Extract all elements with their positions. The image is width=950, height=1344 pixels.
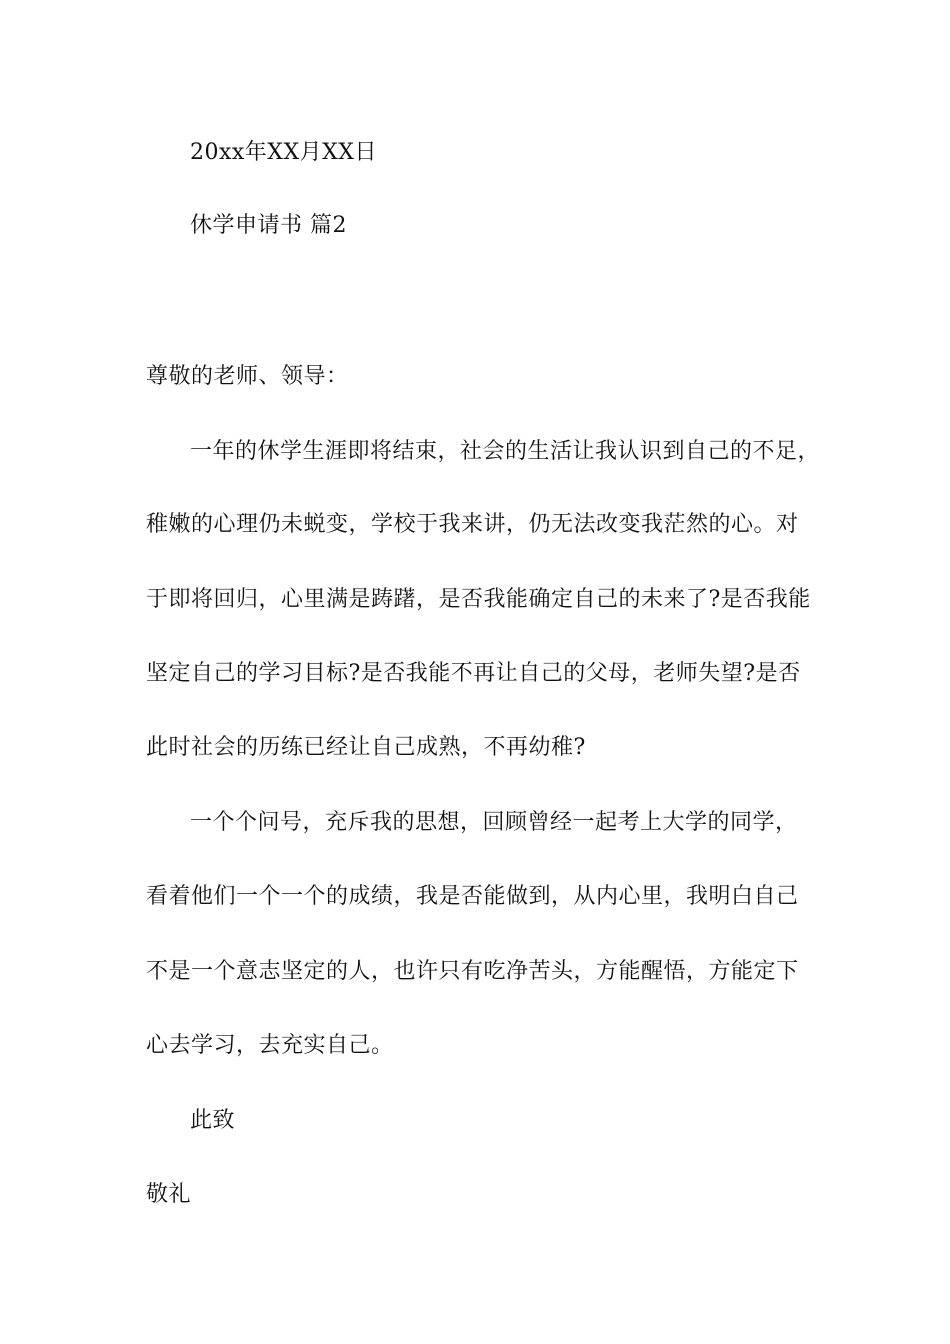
paragraph-1-line-2: 稚嫩的心理仍未蜕变，学校于我来讲，仍无法改变我茫然的心。对 xyxy=(146,512,799,537)
closing-regards: 此致 xyxy=(190,1108,236,1133)
paragraph-2-line-1: 一个个问号，充斥我的思想，回顾曾经一起考上大学的同学， xyxy=(190,810,798,835)
paragraph-2-line-3: 不是一个意志坚定的人，也许只有吃净苦头，方能醒悟，方能定下 xyxy=(146,959,799,984)
salutation: 尊敬的老师、领导： xyxy=(146,364,349,389)
paragraph-1-line-1: 一年的休学生涯即将结束，社会的生活让我认识到自己的不足， xyxy=(190,439,821,464)
date-line: 20xx年XX月XX日 xyxy=(190,140,377,165)
paragraph-2-line-4: 心去学习，去充实自己。 xyxy=(146,1033,394,1058)
paragraph-1-line-5: 此时社会的历练已经让自己成熟，不再幼稚? xyxy=(146,735,586,760)
paragraph-2-line-2: 看着他们一个一个的成绩，我是否能做到，从内心里，我明白自己 xyxy=(146,884,799,909)
paragraph-1-line-3: 于即将回归，心里满是踌躇，是否我能确定自己的未来了?是否我能 xyxy=(146,587,811,612)
document-heading: 休学申请书 篇2 xyxy=(190,213,347,238)
paragraph-1-line-4: 坚定自己的学习目标?是否我能不再让自己的父母，老师失望?是否 xyxy=(146,661,801,686)
closing-salute: 敬礼 xyxy=(146,1182,192,1207)
